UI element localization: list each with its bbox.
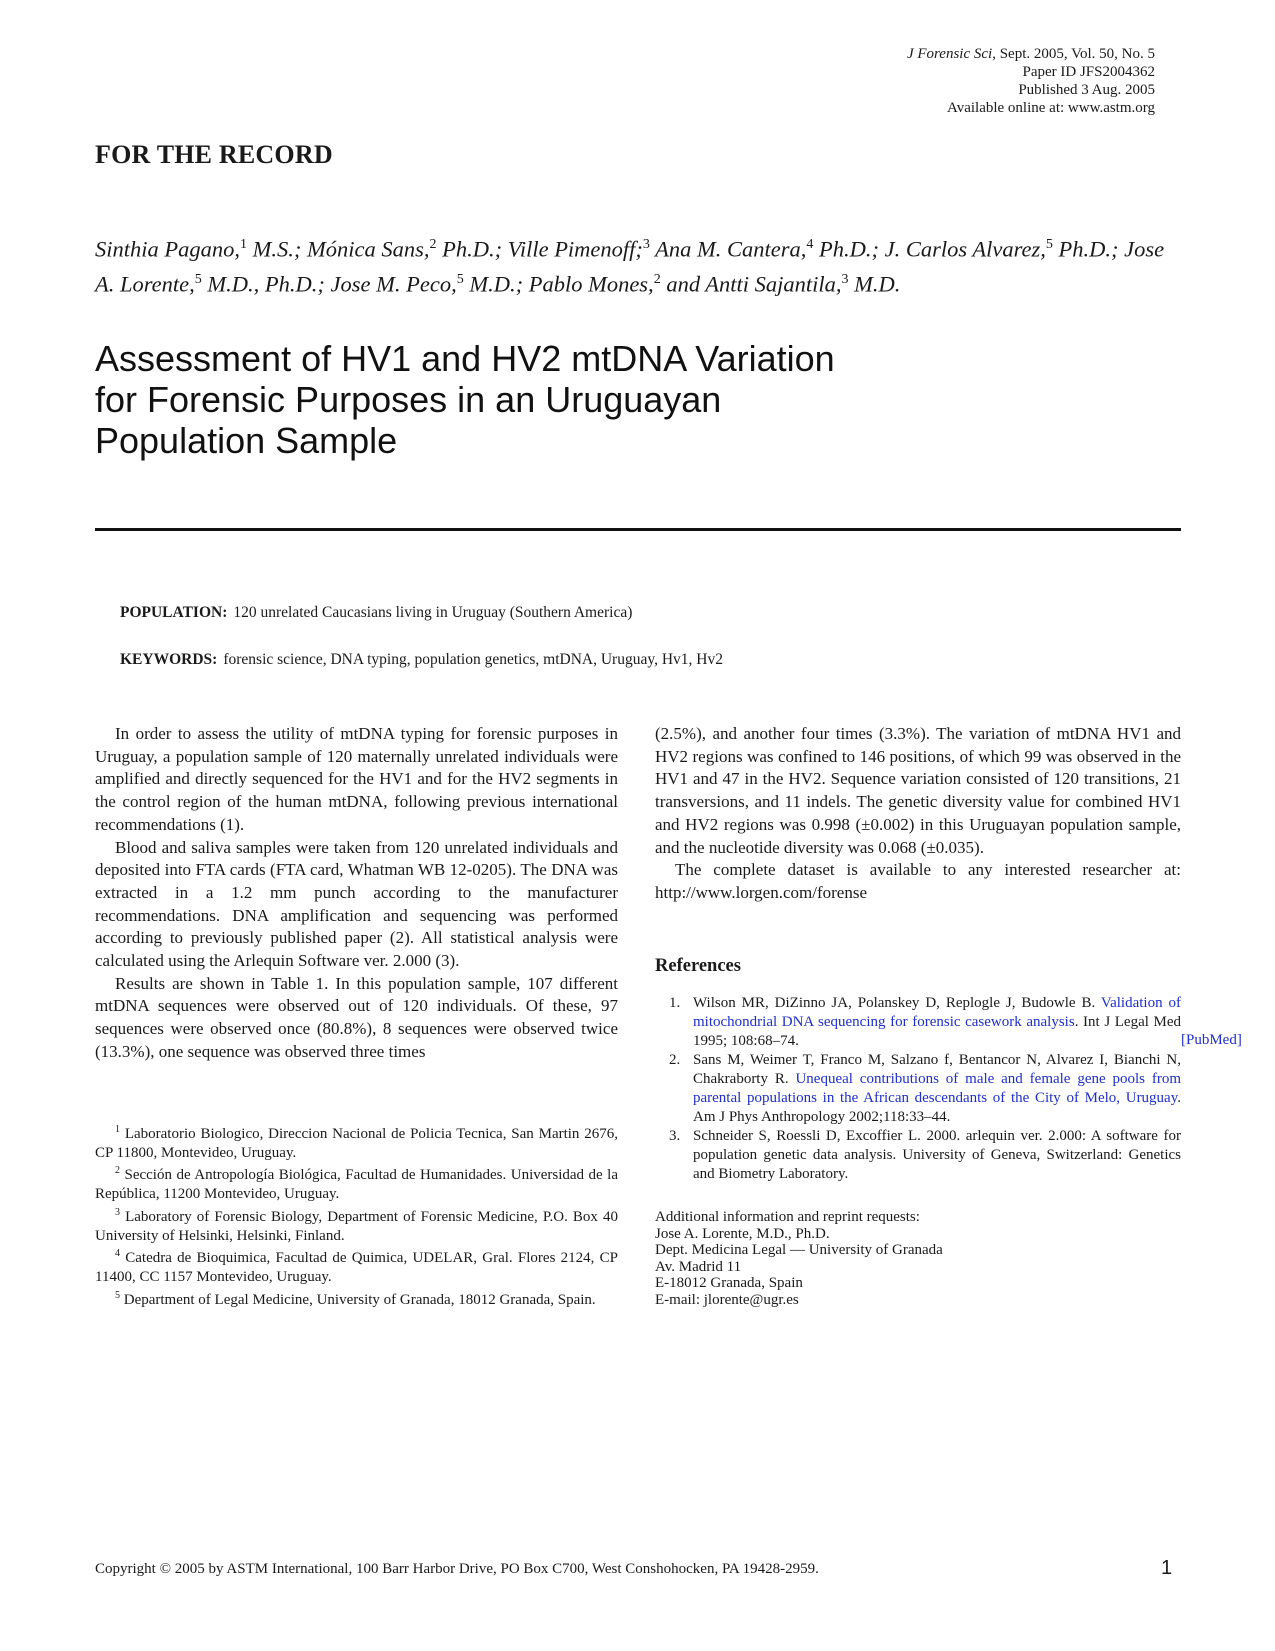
title-line: Population Sample	[95, 420, 398, 461]
body-paragraph: Results are shown in Table 1. In this population sample, 107 different mtDNA sequences were observed out of 120 individuals. Of these, 97 sequences were observed once (80.8%), 8 sequences were observed twice (13.3%), one sequence was observed three times	[95, 973, 618, 1061]
body-paragraph: Blood and saliva samples were taken from 120 unrelated individuals and deposited into FTA cards (FTA card, Whatman WB 12-0205). The DNA was extracted in a 1.2 mm punch according to the manufacturer recommendations. DNA amplification and sequencing was performed according to previously published paper (2). All statistical analysis were calculated using the Arlequin Software ver. 2.000 (3).	[95, 837, 618, 971]
footnote-text: Department of Legal Medicine, University of Granada, 18012 Granada, Spain.	[120, 1291, 596, 1308]
reference-item	[655, 1127, 1181, 1184]
footnote	[95, 1287, 618, 1310]
author-name: Jose M. Peco,	[330, 271, 457, 296]
reference-number: 1.	[669, 995, 681, 1011]
affiliation-marker: 3	[841, 271, 849, 287]
author-name: J. Carlos Alvarez,	[884, 236, 1046, 262]
footnote-text: Laboratory of Forensic Biology, Department of Forensic Medicine, P.O. Box 40 University of Helsinki, Helsinki, Finland.	[95, 1208, 618, 1244]
author-degree: Ph.D.;	[436, 236, 508, 262]
reference-list	[655, 994, 1181, 1184]
contact-line: Av. Madrid 11	[655, 1258, 742, 1275]
title-line: for Forensic Purposes in an Uruguayan	[95, 379, 722, 420]
footnote-text: Laboratorio Biologico, Direccion Nacional de Policia Tecnica, San Martin 2676, CP 11800, Montevideo, Uruguay.	[95, 1126, 618, 1161]
author-degree: M.S.;	[247, 236, 307, 262]
footnote-marker: 3	[115, 1206, 120, 1218]
keywords-label: KEYWORDS:	[120, 651, 218, 668]
footnote-text: Sección de Antropología Biológica, Facultad de Humanidades. Universidad de la República, 11200 Montevideo, Uruguay.	[95, 1167, 618, 1203]
author-name: Antti Sajantila,	[705, 271, 842, 296]
references-heading: References	[655, 956, 741, 976]
paper-id: Paper ID JFS2004362	[1022, 64, 1155, 80]
affiliation-footnotes	[95, 1121, 618, 1309]
reference-authors: Sans M, Weimer T, Franco M, Salzano f, Bentancor N, Alvarez I, Bianchi N, Chakraborty R.	[693, 1052, 1181, 1087]
author-name: Mónica Sans,	[307, 236, 430, 262]
footnote-text: Catedra de Bioquimica, Facultad de Quimica, UDELAR, Gral. Flores 2124, CP 11400, CC 1157 Montevideo, Uruguay.	[95, 1250, 618, 1285]
author-degree: Ph.D.;	[813, 236, 885, 262]
body-column-right	[655, 723, 1181, 905]
section-label: FOR THE RECORD	[95, 140, 333, 169]
contact-line: Jose A. Lorente, M.D., Ph.D.	[655, 1225, 830, 1242]
affiliation-marker: 5	[194, 271, 202, 287]
contact-line: E-18012 Granada, Spain	[655, 1275, 803, 1291]
affiliation-marker: 5	[456, 271, 464, 287]
reference-item	[655, 994, 1181, 1051]
reference-link[interactable]: Validation of mitochondrial DNA sequencing for forensic casework analysis	[693, 995, 1181, 1030]
reprint-contact	[655, 1209, 943, 1308]
body-column-left	[95, 723, 618, 1064]
journal-name: J Forensic Sci	[906, 46, 993, 62]
footnote	[95, 1121, 618, 1162]
published-date: Published 3 Aug. 2005	[1018, 82, 1155, 98]
journal-issue: , Sept. 2005, Vol. 50, No. 5	[992, 46, 1155, 62]
footnote-marker: 2	[115, 1165, 120, 1177]
footnote	[95, 1204, 618, 1245]
footnote	[95, 1162, 618, 1203]
author-degree: and	[660, 271, 706, 296]
page-number: 1	[1161, 1557, 1173, 1579]
population-label: POPULATION:	[120, 604, 228, 621]
author-degree: M.D., Ph.D.;	[201, 271, 331, 296]
author-degree: M.D.	[848, 271, 901, 296]
contact-line: Dept. Medicina Legal — University of Granada	[655, 1242, 943, 1258]
population-line	[120, 604, 632, 622]
author-name: Jose A. Lorente,	[95, 236, 1165, 296]
contact-line: Additional information and reprint requests:	[655, 1209, 920, 1225]
author-list	[95, 230, 1175, 299]
footnote-marker: 1	[115, 1124, 120, 1135]
reference-number: 3.	[669, 1128, 681, 1144]
pubmed-link[interactable]: [PubMed]	[1181, 1032, 1242, 1048]
title-divider	[95, 528, 1181, 531]
footnote-marker: 4	[115, 1248, 120, 1260]
title-line: Assessment of HV1 and HV2 mtDNA Variation	[95, 338, 835, 379]
reference-authors: Schneider S, Roessli D, Excoffier L. 2000. arlequin ver. 2.000: A software for population genetic data analysis. University of Geneva, Switzerland: Genetics and Biometry Laboratory.	[693, 1128, 1181, 1182]
journal-citation	[907, 45, 1155, 63]
author-name: Pablo Mones,	[528, 271, 654, 296]
author-name: Sinthia Pagano,	[95, 236, 240, 262]
reference-source: . Am J Phys Anthropology 2002;118:33–44.	[693, 1090, 1181, 1125]
affiliation-marker: 3	[642, 237, 650, 252]
affiliation-marker: 2	[653, 271, 661, 287]
author-degree: Ph.D.;	[1052, 236, 1125, 262]
reference-number: 2.	[669, 1052, 681, 1068]
body-paragraph: (2.5%), and another four times (3.3%). The variation of mtDNA HV1 and HV2 regions was confined to 146 positions, of which 99 was observed in the HV1 and 47 in the HV2. Sequence variation consisted of 120 transitions, 21 transversions, and 11 indels. The genetic diversity value for combined HV1 and HV2 regions was 0.998 (±0.002) in this Uruguayan population sample, and the nucleotide diversity was 0.068 (±0.035).	[655, 724, 1181, 857]
affiliation-marker: 4	[806, 237, 814, 252]
copyright-notice: Copyright © 2005 by ASTM International, 100 Barr Harbor Drive, PO Box C700, West Conshohocken, PA 19428-2959.	[95, 1561, 819, 1577]
keywords-line	[120, 651, 723, 669]
affiliation-marker: 5	[1045, 237, 1053, 252]
author-degree: M.D.;	[463, 271, 529, 296]
reference-authors: Wilson MR, DiZinno JA, Polanskey D, Replogle J, Budowle B.	[693, 995, 1101, 1011]
paper-title	[95, 338, 895, 461]
author-name: Ville Pimenoff;	[507, 236, 643, 262]
footnote-marker: 5	[115, 1289, 120, 1301]
available-online: Available online at: www.astm.org	[946, 100, 1155, 116]
affiliation-marker: 2	[429, 237, 437, 252]
reference-item	[655, 1051, 1181, 1127]
reference-link[interactable]: Unequeal contributions of male and female gene pools from parental populations in the African descendants of the City of Melo, Uruguay	[693, 1071, 1182, 1106]
keywords-text: forensic science, DNA typing, population genetics, mtDNA, Uruguay, Hv1, Hv2	[223, 651, 723, 668]
body-paragraph: The complete dataset is available to any interested researcher at: http://www.lorgen.com/forense	[655, 860, 1181, 902]
author-name: Ana M. Cantera,	[655, 236, 807, 262]
contact-email[interactable]: E-mail: jlorente@ugr.es	[655, 1291, 799, 1308]
journal-header	[907, 45, 1155, 117]
footnote	[95, 1245, 618, 1286]
population-text: 120 unrelated Caucasians living in Uruguay (Southern America)	[233, 604, 633, 621]
body-paragraph: In order to assess the utility of mtDNA typing for forensic purposes in Uruguay, a population sample of 120 maternally unrelated individuals were amplified and directly sequenced for the HV1 and for the HV2 segments in the control region of the human mtDNA, following previous international recommendations (1).	[95, 724, 618, 834]
reference-source: . Int J Legal Med 1995; 108:68–74.	[693, 1014, 1182, 1049]
affiliation-marker: 1	[240, 237, 247, 252]
